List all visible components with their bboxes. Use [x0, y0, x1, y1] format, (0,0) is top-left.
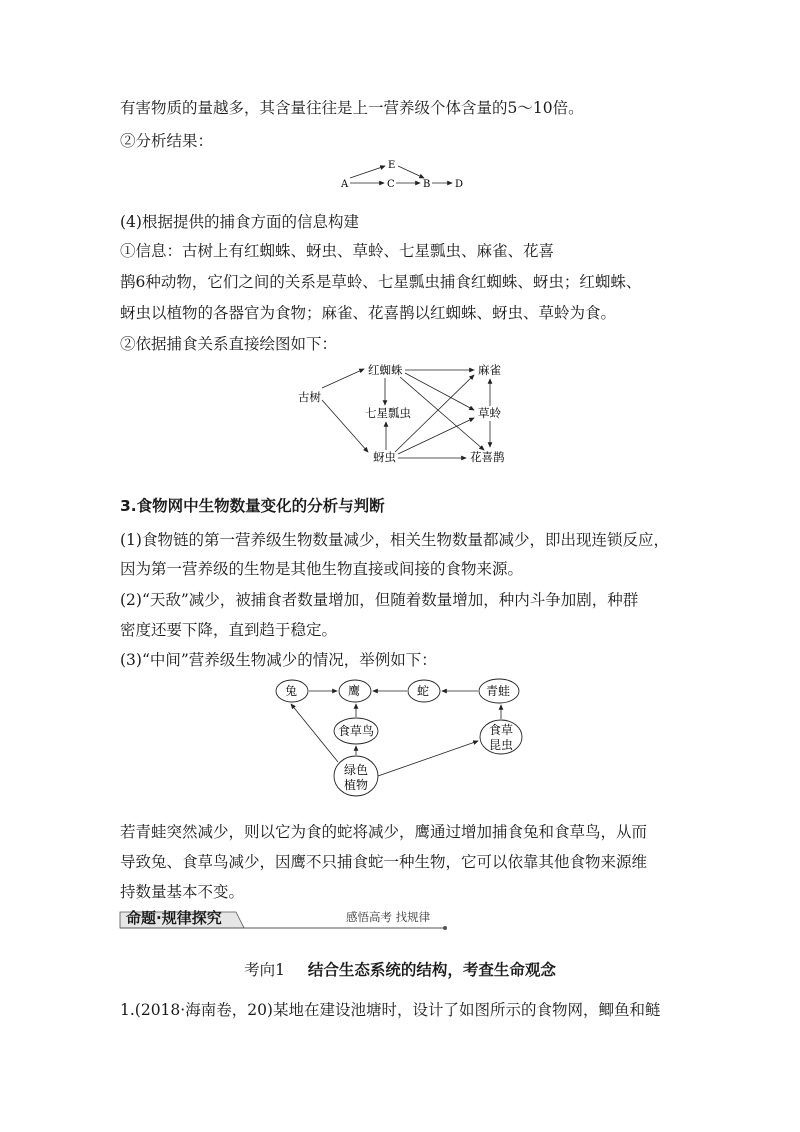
node-c: C — [387, 179, 395, 190]
node-aphid: 蚜虫 — [373, 450, 396, 464]
paragraph-line: ①信息：古树上有红蜘蛛、蚜虫、草蛉、七星瓢虫、麻雀、花喜 — [120, 242, 555, 260]
paragraph-line: (1)食物链的第一营养级生物数量减少，相关生物数量都减少，即出现连锁反应， — [120, 531, 669, 549]
paragraph-line: 持数量基本不变。 — [120, 883, 245, 901]
paragraph-line: 因为第一营养级的生物是其他生物直接或间接的食物来源。 — [120, 560, 524, 578]
node-rabbit: 兔 — [285, 684, 298, 698]
diagram-1 — [340, 160, 463, 190]
node-tree: 古树 — [298, 390, 321, 404]
node-plant-line2: 植物 — [344, 778, 369, 792]
paragraph-line: (3)“中间”营养级生物减少的情况，举例如下： — [120, 651, 437, 669]
paragraph-line: 有害物质的量越多，其含量往往是上一营养级个体含量的5～10倍。 — [120, 99, 584, 117]
section-heading: 3.食物网中生物数量变化的分析与判断 — [120, 497, 385, 515]
paragraph-line: 蚜虫以植物的各器官为食物；麻雀、花喜鹊以红蜘蛛、蚜虫、草蛉为食。 — [120, 304, 617, 322]
node-d: D — [455, 179, 464, 190]
node-frog: 青蛙 — [486, 684, 511, 698]
paragraph-line: ②分析结果： — [120, 132, 214, 150]
node-insect-line1: 食草 — [489, 723, 514, 737]
paragraph-line: (4)根据提供的捕食方面的信息构建 — [120, 213, 359, 231]
banner-title: 命题·规律探究 — [126, 909, 222, 927]
node-insect-line2: 昆虫 — [489, 738, 514, 752]
topic-heading — [0, 958, 800, 980]
node-spider: 红蜘蛛 — [368, 363, 403, 377]
paragraph-line: (2)“天敌”减少，被捕食者数量增加，但随着数量增加，种内斗争加剧，种群 — [120, 591, 639, 609]
diagram-3 — [276, 679, 522, 796]
paragraph-line: 若青蛙突然减少，则以它为食的蛇将减少，鹰通过增加捕食兔和食草鸟，从而 — [120, 823, 648, 841]
node-e: E — [388, 160, 396, 171]
banner-subtitle: 感悟高考 找规律 — [346, 910, 431, 924]
topic-text: 结合生态系统的结构，考查生命观念 — [307, 961, 556, 979]
diagram-2 — [298, 363, 505, 464]
section-banner — [120, 904, 446, 928]
node-ladybug: 七星瓢虫 — [365, 406, 411, 420]
paragraph-line: ②依据捕食关系直接绘图如下： — [120, 335, 338, 353]
paragraph-line: 鹊6种动物，它们之间的关系是草蛉、七星瓢虫捕食红蜘蛛、蚜虫；红蜘蛛、 — [120, 273, 642, 291]
paragraph-line: 导致兔、食草鸟减少，因鹰不只捕食蛇一种生物，它可以依靠其他食物来源维 — [120, 853, 648, 871]
node-lacewing: 草蛉 — [478, 406, 501, 420]
node-b: B — [423, 179, 431, 190]
node-bird: 食草鸟 — [338, 724, 375, 738]
node-plant-line1: 绿色 — [344, 763, 369, 777]
node-snake: 蛇 — [417, 684, 430, 698]
node-magpie: 花喜鹊 — [470, 450, 505, 464]
paragraph-line: 密度还要下降，直到趋于稳定。 — [120, 621, 338, 639]
topic-number: 考向1 — [244, 961, 285, 979]
node-sparrow: 麻雀 — [478, 363, 501, 377]
node-eagle: 鹰 — [348, 684, 361, 698]
question-line: 1.(2018·海南卷，20)某地在建设池塘时，设计了如图所示的食物网，鲫鱼和鲢 — [120, 1001, 661, 1019]
node-a: A — [341, 179, 349, 190]
